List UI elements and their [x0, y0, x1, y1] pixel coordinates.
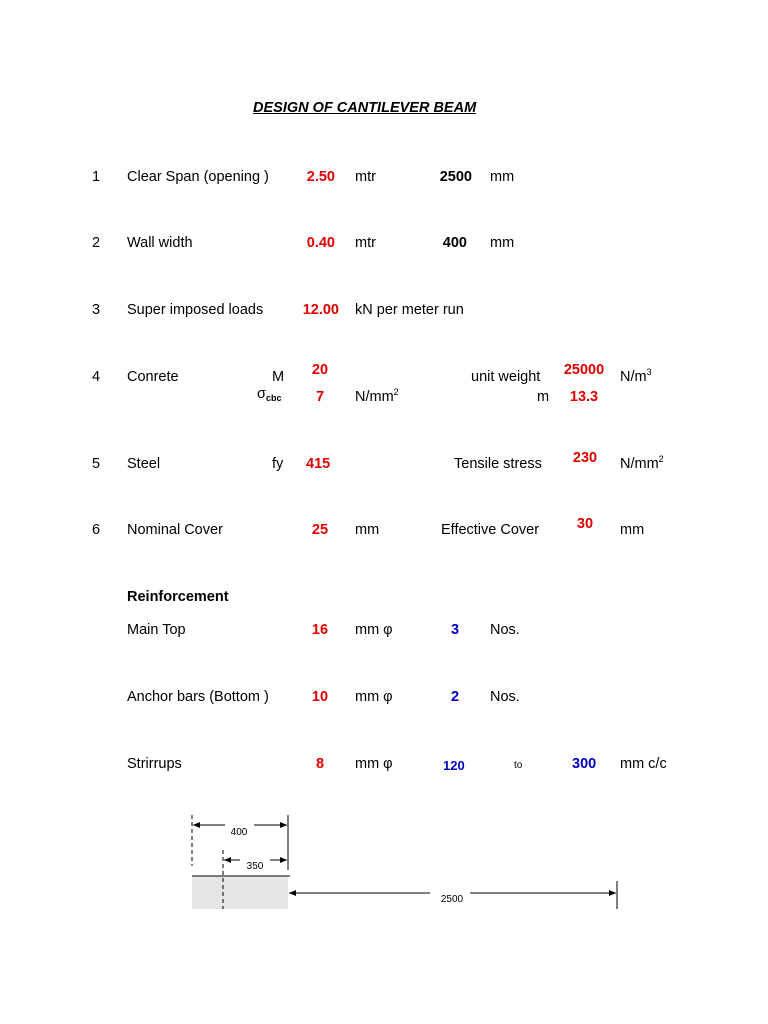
anchor-bars-qty: 2 — [450, 689, 460, 705]
clear-span-value[interactable]: 2.50 — [306, 169, 335, 185]
concrete-grade-value[interactable]: 20 — [311, 362, 329, 378]
effective-cover-unit: mm — [620, 522, 645, 538]
fy-value[interactable]: 415 — [306, 456, 331, 472]
dim-2500-label: 2500 — [440, 894, 464, 905]
effective-cover-label: Effective Cover — [441, 522, 540, 538]
stirrups-dia[interactable]: 8 — [315, 756, 325, 772]
modular-ratio-label: m — [537, 389, 550, 405]
tensile-stress-label: Tensile stress — [454, 456, 542, 472]
clear-span-label: Clear Span (opening ) — [127, 169, 269, 185]
main-top-unit: mm φ — [355, 622, 393, 638]
main-top-label: Main Top — [127, 622, 186, 638]
tensile-stress-value[interactable]: 230 — [572, 450, 598, 466]
wall-section — [192, 876, 288, 909]
sigma-cbc-value[interactable]: 7 — [315, 389, 325, 405]
stirrups-spacing-min: 120 — [443, 758, 465, 773]
page-title: DESIGN OF CANTILEVER BEAM — [253, 100, 477, 116]
wall-width-mm-value: 400 — [442, 235, 467, 251]
row-number: 4 — [92, 369, 101, 385]
modular-ratio-value: 13.3 — [569, 389, 599, 405]
main-top-qty-unit: Nos. — [490, 622, 520, 638]
reinforcement-heading: Reinforcement — [127, 589, 229, 605]
concrete-label: Conrete — [127, 369, 179, 385]
unit-weight-label: unit weight — [471, 369, 541, 385]
anchor-bars-qty-unit: Nos. — [490, 689, 520, 705]
wall-width-mm-unit: mm — [490, 235, 515, 251]
stirrups-spacing-unit: mm c/c — [620, 756, 667, 772]
superimposed-load-unit: kN per meter run — [355, 302, 464, 318]
unit-weight-unit: $N/m^3$ — [620, 367, 652, 385]
stirrups-unit: mm φ — [355, 756, 393, 772]
anchor-bars-dia[interactable]: 10 — [311, 689, 329, 705]
anchor-bars-label: Anchor bars (Bottom ) — [127, 689, 269, 705]
unit-weight-value[interactable]: 25000 — [563, 362, 605, 378]
superimposed-load-label: Super imposed loads — [127, 302, 264, 318]
concrete-grade-symbol: M — [272, 369, 285, 385]
effective-cover-value[interactable]: 30 — [576, 516, 594, 532]
stirrups-label: Strirrups — [127, 756, 182, 772]
sigma-cbc-symbol: $\sigma_{cbc}$ — [257, 386, 282, 403]
nominal-cover-unit: mm — [355, 522, 380, 538]
superimposed-load-value[interactable]: 12.00 — [302, 302, 339, 318]
sigma-cbc-unit: $N/mm^2$ — [355, 387, 399, 405]
row-number: 6 — [92, 522, 101, 538]
main-top-dia[interactable]: 16 — [311, 622, 329, 638]
dim-400-label: 400 — [230, 827, 248, 838]
row-number: 1 — [92, 169, 101, 185]
wall-width-label: Wall width — [127, 235, 193, 251]
steel-label: Steel — [127, 456, 161, 472]
wall-width-unit: mtr — [355, 235, 376, 251]
clear-span-mm-value: 2500 — [439, 169, 472, 185]
stirrups-spacing-max: 300 — [572, 756, 597, 772]
main-top-qty: 3 — [450, 622, 460, 638]
nominal-cover-label: Nominal Cover — [127, 522, 223, 538]
row-number: 3 — [92, 302, 101, 318]
dim-350-label: 350 — [246, 861, 264, 872]
anchor-bars-unit: mm φ — [355, 689, 393, 705]
tensile-stress-unit: $N/mm^2$ — [620, 454, 664, 472]
row-number: 2 — [92, 235, 101, 251]
stirrups-to-word: to — [514, 760, 523, 771]
row-number: 5 — [92, 456, 101, 472]
clear-span-mm-unit: mm — [490, 169, 515, 185]
wall-width-value[interactable]: 0.40 — [306, 235, 335, 251]
fy-symbol: fy — [272, 456, 284, 472]
nominal-cover-value[interactable]: 25 — [311, 522, 329, 538]
clear-span-unit: mtr — [355, 169, 376, 185]
